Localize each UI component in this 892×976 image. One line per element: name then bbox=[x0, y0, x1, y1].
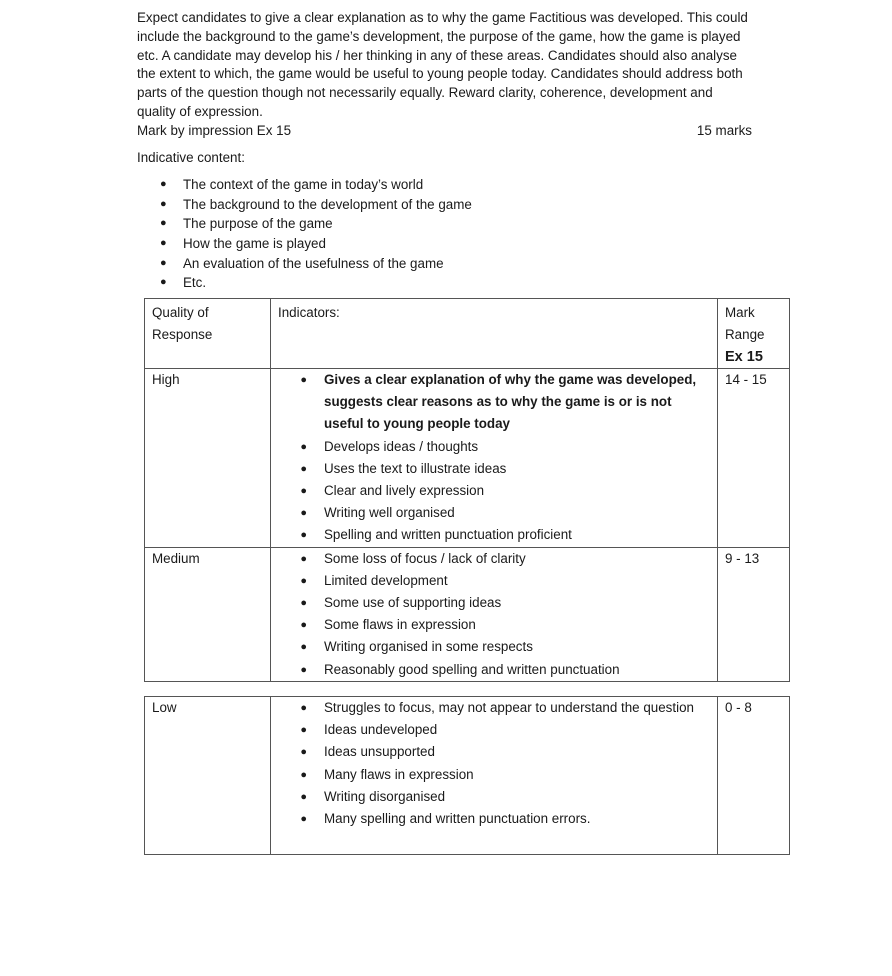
list-item: ● Writing organised in some respects bbox=[271, 636, 717, 658]
quality-cell: Low bbox=[145, 697, 271, 855]
list-item: ● Spelling and written punctuation proficient bbox=[271, 524, 717, 546]
list-item: ● Uses the text to illustrate ideas bbox=[271, 458, 717, 480]
list-item: ● Clear and lively expression bbox=[271, 480, 717, 502]
bullet-icon: ● bbox=[160, 197, 167, 210]
list-item: ● Limited development bbox=[271, 570, 717, 592]
table-header-row bbox=[145, 299, 790, 369]
bullet-icon: ● bbox=[300, 790, 307, 803]
list-item: ● The context of the game in today’s world bbox=[160, 175, 472, 195]
bullet-icon: ● bbox=[300, 507, 307, 520]
table-row bbox=[145, 697, 790, 855]
bullet-icon: ● bbox=[300, 462, 307, 475]
indicative-content-list bbox=[160, 175, 472, 293]
indicators-cell bbox=[271, 547, 718, 681]
mark-range-cell: 9 - 13 bbox=[718, 547, 790, 681]
bullet-icon: ● bbox=[300, 574, 307, 587]
indicator-list bbox=[271, 369, 717, 547]
bullet-icon: ● bbox=[300, 663, 307, 676]
list-item: ● Writing disorganised bbox=[271, 786, 717, 808]
bullet-icon: ● bbox=[300, 768, 307, 781]
mark-range-header-cell: Mark Range Ex 15 bbox=[718, 299, 790, 369]
indicators-header-cell: Indicators: bbox=[271, 299, 718, 369]
bullet-icon: ● bbox=[300, 724, 307, 737]
intro-paragraph: Expect candidates to give a clear explanation as to why the game Factitious was developed. This could include the background to the game’s development, the purpose of the game, how the game is played etc. A candidate may develop his / her thinking in any of these areas. Candidates should also analyse the extent to which, the game would be useful to young people today. Candidates should address both parts of the question though not necessarily equally. Reward clarity, coherence, development and quality of expression. bbox=[137, 10, 748, 119]
bullet-icon: ● bbox=[300, 440, 307, 453]
list-item: ● Many flaws in expression bbox=[271, 764, 717, 786]
bullet-icon: ● bbox=[300, 485, 307, 498]
list-item: ● Gives a clear explanation of why the game was developed, suggests clear reasons as to why the game is or is not useful to young people today bbox=[271, 369, 717, 436]
bullet-icon: ● bbox=[300, 702, 307, 714]
indicative-heading: Indicative content: bbox=[137, 150, 245, 165]
marking-grid-table-low bbox=[144, 696, 790, 855]
list-item: ● Struggles to focus, may not appear to understand the question bbox=[271, 697, 717, 719]
bullet-icon: ● bbox=[300, 619, 307, 632]
bullet-icon: ● bbox=[300, 746, 307, 759]
bullet-icon: ● bbox=[160, 237, 167, 250]
list-item: ● An evaluation of the usefulness of the game bbox=[160, 254, 472, 274]
bullet-icon: ● bbox=[160, 178, 167, 190]
mark-range-cell: 0 - 8 bbox=[718, 697, 790, 855]
bullet-icon: ● bbox=[300, 374, 307, 386]
table-row bbox=[145, 369, 790, 548]
indicator-list bbox=[271, 548, 717, 681]
list-item: ● Etc. bbox=[160, 273, 472, 293]
intro-section bbox=[137, 9, 752, 141]
list-item: ● Some flaws in expression bbox=[271, 614, 717, 636]
bullet-icon: ● bbox=[160, 217, 167, 230]
table-row bbox=[145, 547, 790, 681]
indicators-cell bbox=[271, 369, 718, 548]
mark-line bbox=[137, 122, 752, 141]
quality-cell: Medium bbox=[145, 547, 271, 681]
list-item: ● Many spelling and written punctuation errors. bbox=[271, 808, 717, 830]
list-item: ● How the game is played bbox=[160, 234, 472, 254]
bullet-icon: ● bbox=[300, 552, 307, 565]
quality-header-cell: Quality of Response bbox=[145, 299, 271, 369]
mark-range-cell: 14 - 15 bbox=[718, 369, 790, 548]
quality-cell: High bbox=[145, 369, 271, 548]
marking-grid-table bbox=[144, 298, 790, 682]
list-item: ● Reasonably good spelling and written punctuation bbox=[271, 659, 717, 681]
list-item: ● Ideas unsupported bbox=[271, 741, 717, 763]
list-item: ● The background to the development of the game bbox=[160, 195, 472, 215]
list-item: ● The purpose of the game bbox=[160, 214, 472, 234]
bullet-icon: ● bbox=[300, 813, 307, 826]
bullet-icon: ● bbox=[300, 529, 307, 542]
list-item: ● Some use of supporting ideas bbox=[271, 592, 717, 614]
indicators-cell bbox=[271, 697, 718, 855]
bullet-icon: ● bbox=[160, 256, 167, 269]
indicator-list bbox=[271, 697, 717, 830]
bullet-icon: ● bbox=[160, 276, 167, 289]
bullet-icon: ● bbox=[300, 597, 307, 610]
total-marks: 15 marks bbox=[696, 122, 752, 138]
list-item: ● Ideas undeveloped bbox=[271, 719, 717, 741]
list-item: ● Develops ideas / thoughts bbox=[271, 436, 717, 458]
list-item: ● Some loss of focus / lack of clarity bbox=[271, 548, 717, 570]
mark-by-impression: Mark by impression Ex 15 bbox=[137, 122, 292, 138]
bullet-icon: ● bbox=[300, 641, 307, 654]
list-item: ● Writing well organised bbox=[271, 502, 717, 524]
